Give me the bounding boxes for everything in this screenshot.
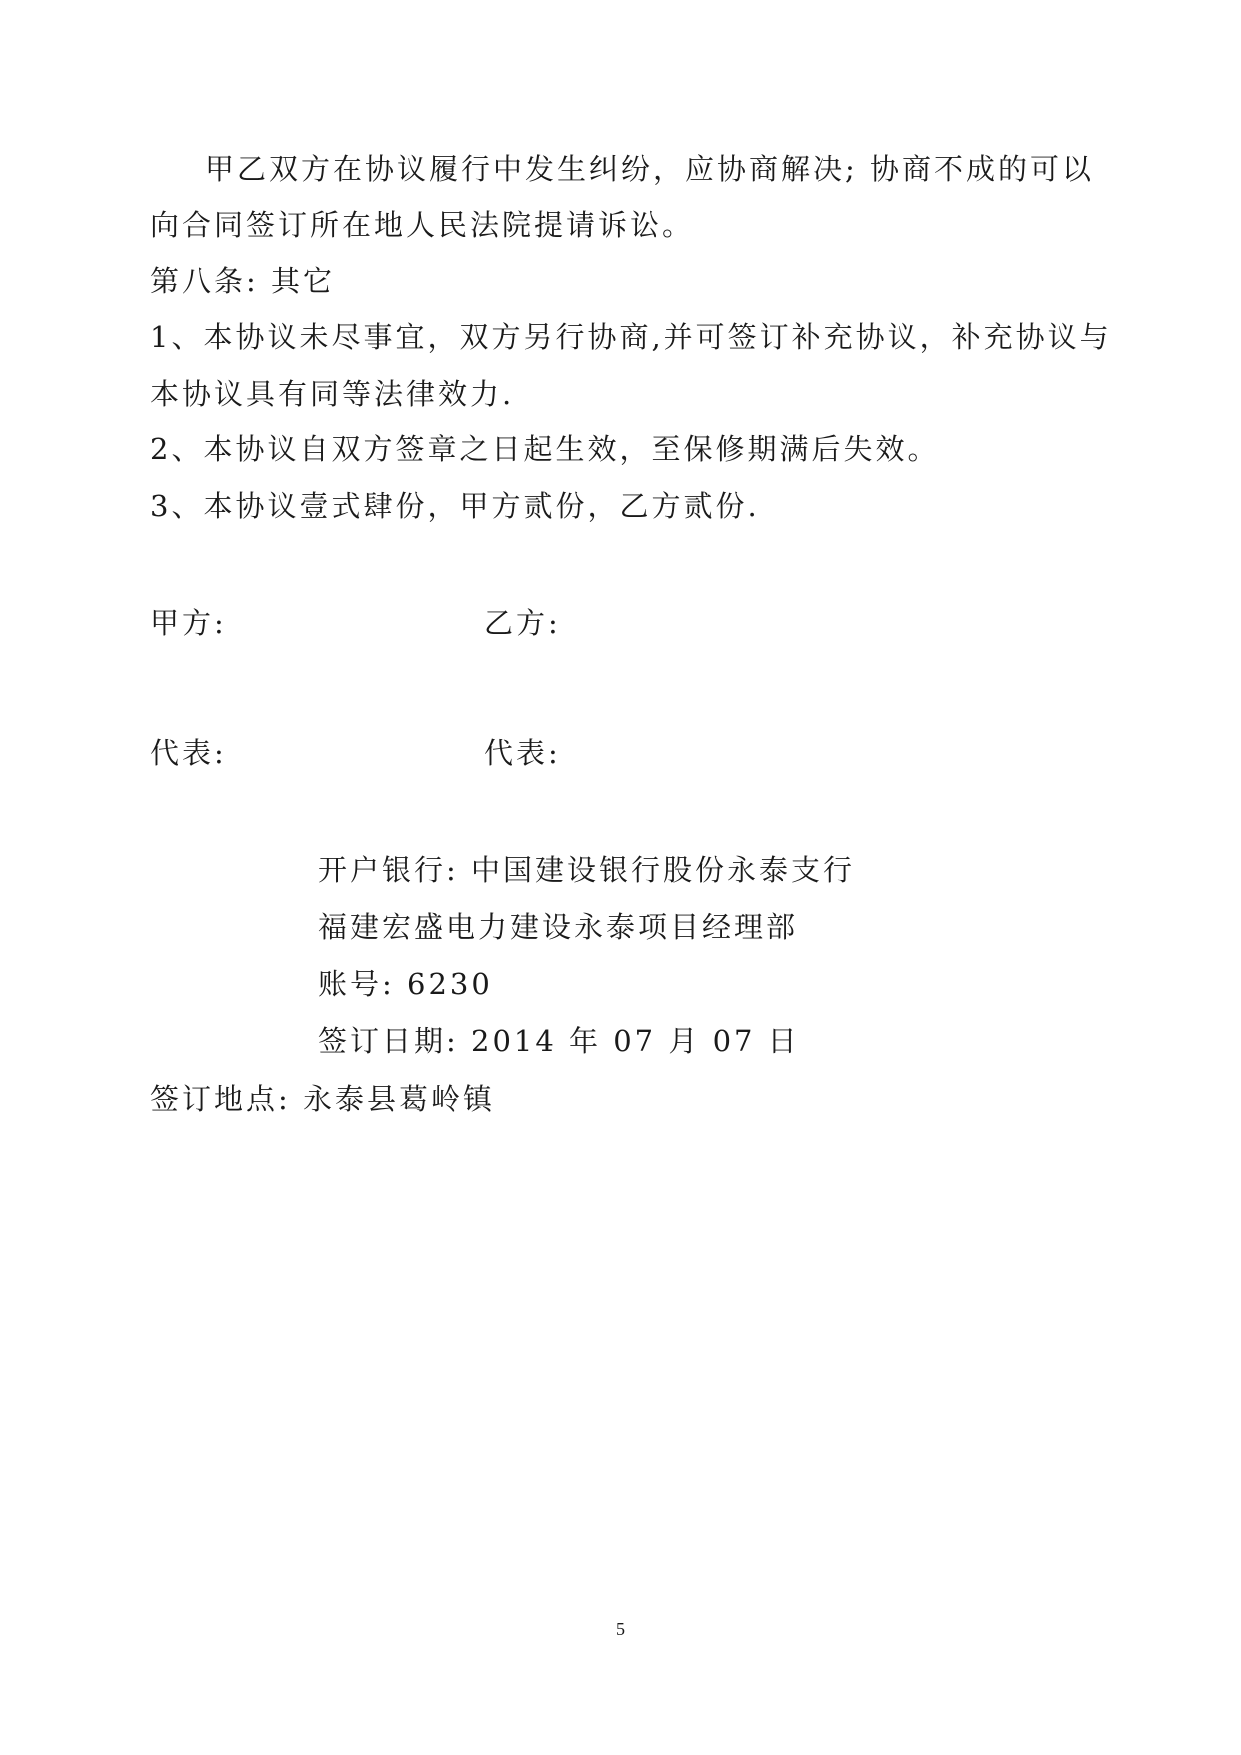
bank-name: 开户银行: 中国建设银行股份永泰支行 (318, 853, 855, 887)
account-name: 福建宏盛电力建设永泰项目经理部 (318, 910, 799, 944)
party-a-representative-label: 代表: (150, 736, 227, 770)
dispute-paragraph-line-2: 向合同签订所在地人民法院提请诉讼。 (150, 208, 695, 242)
account-number: 账号: 6230 (318, 967, 493, 1001)
signing-place: 签订地点: 永泰县葛岭镇 (150, 1082, 495, 1116)
party-b-label: 乙方: (484, 606, 561, 640)
clause-1-line-1: 1、本协议未尽事宜，双方另行协商,并可签订补充协议，补充协议与 (150, 320, 1112, 354)
clause-2: 2、本协议自双方签章之日起生效，至保修期满后失效。 (150, 432, 940, 466)
clause-3: 3、本协议壹式肆份，甲方贰份，乙方贰份. (150, 489, 760, 523)
signing-date: 签订日期: 2014 年 07 月 07 日 (318, 1024, 800, 1058)
page-number: 5 (616, 1619, 625, 1639)
dispute-paragraph-line-1: 甲乙双方在协议履行中发生纠纷，应协商解决; 协商不成的可以 (205, 152, 1094, 186)
clause-1-line-2: 本协议具有同等法律效力. (150, 377, 515, 411)
party-a-label: 甲方: (150, 606, 227, 640)
party-b-representative-label: 代表: (484, 736, 561, 770)
article-8-heading: 第八条: 其它 (150, 264, 335, 298)
